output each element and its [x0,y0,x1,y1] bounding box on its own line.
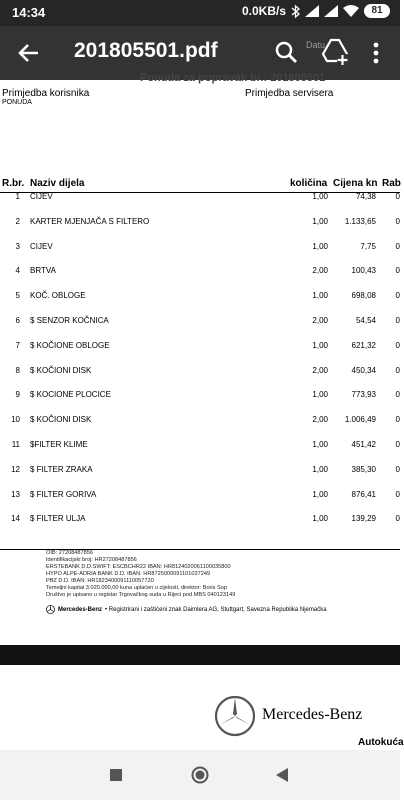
cell-qty: 1,00 [312,291,328,301]
cell-qty: 1,00 [312,241,328,251]
cell-price: 1.133,65 [344,216,376,226]
cell-price: 876,41 [351,489,376,499]
cell-name: $ FILTER ZRAKA [30,464,93,474]
cell-rab: 0 [395,390,400,400]
cell-no: 7 [15,340,20,350]
cell-name: $ KOCIONE PLOCICE [30,390,111,400]
company-footer [46,550,235,599]
cell-no: 10 [11,415,20,425]
status-bar [0,0,400,26]
cell-rab: 0 [395,365,400,375]
cell-name: $FILTER KLIME [30,440,88,449]
cell-price: 385,30 [351,464,376,474]
cell-qty: 1,00 [312,340,328,350]
table-row [0,316,400,330]
mercedes-logo-icon [214,695,256,737]
cell-price: 773,93 [351,390,376,400]
table-row [0,440,400,454]
table-row [0,192,400,206]
cell-rab: 0 [395,266,400,276]
cell-name: KARTER MJENJAČA S FILTERO [30,216,150,226]
cell-price: 450,34 [351,365,376,375]
back-triangle-icon[interactable] [275,767,289,783]
drive-add-icon[interactable] [322,38,348,66]
footer-line: PBZ D.D. IBAN: HR1823400091110057720 [46,578,154,584]
cell-qty: 1,00 [312,440,328,449]
battery-indicator: 81 [364,4,390,18]
cell-name: CIJEV [30,192,53,201]
cell-qty: 1,00 [312,390,328,400]
recent-apps-icon[interactable] [110,769,122,781]
table-header [0,178,400,192]
cell-name: KOČ. OBLOGE [30,291,86,301]
column-price: Cijena kn [333,178,378,189]
footer-trademark: • Registrirani i zaštićeni znak Daimlera AG, Stuttgart, Savezna Republika Njemačka [105,606,327,613]
cell-qty: 2,00 [312,365,328,375]
table-row [0,514,400,528]
cell-name: $ KOČIONE OBLOGE [30,340,110,350]
cell-qty: 1,00 [312,514,328,524]
footer-line: Društvo je upisano u registar Trgovačkog suda u Rijeci pod MBS 040123149 [46,592,236,598]
cell-qty: 1,00 [312,489,328,499]
table-row [0,465,400,479]
network-speed: 0.0KB/s [241,4,286,18]
table-row [0,490,400,504]
document-title: Ponuda za popravak br.: 201805501 [140,72,326,84]
cell-price: 74,38 [355,192,376,201]
cell-no: 6 [15,316,20,325]
cell-no: 8 [15,365,20,375]
cell-rab: 0 [395,316,400,325]
page-separator [0,645,400,665]
footer-line: Temeljni kapital 3.020.000,00 kuna uplaćen u cijelosti, direktor: Boris Sop [46,585,227,591]
cell-rab: 0 [395,340,400,350]
footer-line: ERSTEBANK D.D.SWIFT: ESCBCHR22 IBAN: HR8124020061100035800 [46,564,231,570]
cell-no: 3 [15,241,20,251]
footer-brand: Mercedes-Benz [58,606,103,613]
table-row [0,291,400,305]
cell-qty: 1,00 [312,464,328,474]
column-qty: količina [290,178,328,189]
user-note-value: PONUDA [2,99,32,106]
cell-price: 698,08 [351,291,376,301]
navigation-bar [0,750,400,800]
cell-price: 7,75 [360,241,376,251]
cell-qty: 2,00 [312,316,328,325]
cell-name: $ FILTER GORIVA [30,489,97,499]
cell-qty: 2,00 [312,266,328,276]
service-note-label: Primjedba servisera [245,88,334,99]
search-icon[interactable] [274,40,298,64]
cell-name: $ KOČIONI DISK [30,365,92,375]
column-rab: Rab [382,178,401,189]
datum-overlay-text: Datu [306,40,326,50]
cell-rab: 0 [395,514,400,524]
cell-rab: 0 [395,291,400,301]
file-title: 201805501.pdf [74,39,218,62]
footer-brand-line [46,605,327,614]
table-row [0,242,400,256]
wifi-icon [343,5,359,17]
cell-rab: 0 [395,192,400,201]
footer-line: Identifikacijski broj: HR27208487856 [46,557,137,563]
dealer-name: Autokuća [358,737,404,748]
cell-rab: 0 [395,415,400,425]
cell-price: 451,42 [351,440,376,449]
footer-line: HYPO ALPE-ADRIA BANK D.D. IBAN: HR8725000091101037249 [46,571,211,577]
mercedes-star-icon [46,605,55,614]
table-row [0,390,400,404]
cell-rab: 0 [395,241,400,251]
cell-qty: 2,00 [312,415,328,425]
cell-name: $ KOČIONI DISK [30,415,92,425]
cell-no: 12 [11,464,20,474]
cell-price: 1.006,49 [344,415,376,425]
cell-rab: 0 [395,216,400,226]
more-options-icon[interactable] [368,40,384,66]
signal-icon [305,5,319,17]
cell-name: $ SENZOR KOČNICA [30,316,109,325]
brand-name: Mercedes-Benz [262,706,363,723]
column-no: R.br. [2,178,25,189]
bluetooth-icon [291,5,300,18]
cell-name: CIJEV [30,241,53,251]
cell-name: $ FILTER ULJA [30,514,86,524]
cell-price: 100,43 [351,266,376,276]
table-row [0,266,400,280]
cell-no: 14 [11,514,20,524]
home-icon[interactable] [191,766,209,784]
back-arrow-icon[interactable] [16,40,42,66]
column-name: Naziv dijela [30,178,85,189]
signal-icon-2 [324,5,338,17]
table-row [0,366,400,380]
cell-rab: 0 [395,440,400,449]
cell-rab: 0 [395,489,400,499]
cell-price: 621,32 [351,340,376,350]
user-note-label: Primjedba korisnika [2,88,90,99]
cell-qty: 1,00 [312,216,328,226]
cell-no: 13 [11,489,20,499]
cell-no: 1 [15,192,20,201]
pdf-page-2 [0,665,404,750]
cell-no: 2 [15,216,20,226]
cell-qty: 1,00 [312,192,328,201]
cell-price: 139,29 [351,514,376,524]
cell-no: 5 [15,291,20,301]
footer-line: OIB: 27208487856 [46,550,93,556]
table-row [0,217,400,231]
cell-no: 4 [15,266,20,276]
pdf-page [0,72,401,640]
status-time: 14:34 [12,5,46,20]
status-icons [242,4,390,18]
cell-name: BRTVA [30,266,56,276]
cell-no: 9 [15,390,20,400]
table-row [0,415,400,429]
cell-no: 11 [11,440,20,449]
cell-price: 54,54 [355,316,376,325]
table-row [0,341,400,355]
cell-rab: 0 [395,464,400,474]
